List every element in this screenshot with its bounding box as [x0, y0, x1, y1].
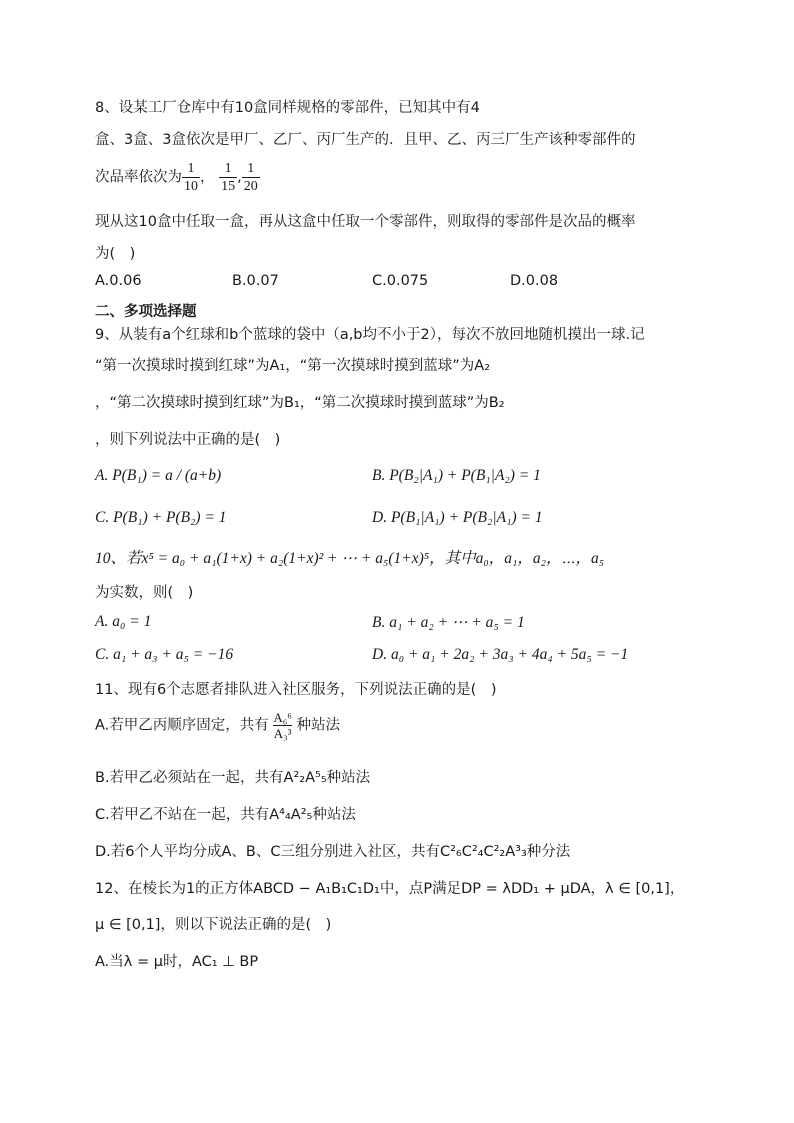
q8-frac-2: $\frac{1}{15}$ [221, 161, 236, 194]
q9-line4: ，则下列说法中正确的是( ) [95, 432, 281, 448]
q9-option-c: C. P(B₁) + P(B₂) = 1 [95, 509, 227, 526]
q10-line2: 为实数，则( ) [95, 585, 194, 601]
q10-line1: 10、若x⁵ = a₀ + a₁(1+x) + a₂(1+x)² + ⋯ + a₅(1+x)⁵，其中a₀，a₁，a₂，⋯，a₅ [95, 550, 605, 567]
q11-option-a [95, 710, 340, 741]
q11-option-b: B.若甲乙必须站在一起，共有A²₂A⁵₅种站法 [95, 770, 371, 786]
q9-option-b: B. P(B₂|A₁) + P(B₁|A₂) = 1 [372, 467, 541, 484]
q12-line1: 12、在棱长为1的正方体ABCD − A₁B₁C₁D₁中，点P满足DP = λDD₁ + μDA，λ ∈ [0,1]， [95, 881, 685, 897]
q9-line1: 9、从装有a个红球和b个蓝球的袋中（a,b均不小于2），每次不放回地随机摸出一球.记 [95, 327, 645, 343]
q9-option-d: D. P(B₁|A₁) + P(B₂|A₁) = 1 [372, 509, 543, 526]
q8-line2: 盒、3盒、3盒依次是甲厂、乙厂、丙厂生产的．且甲、乙、丙三厂生产该种零部件的 [95, 132, 636, 148]
q8-frac-3: $\frac{1}{20}$ [243, 161, 258, 194]
q10-option-c: C. a₁ + a₃ + a₅ = −16 [95, 646, 234, 663]
q8-option-c: C.0.075 [372, 273, 429, 289]
q11-option-c: C.若甲乙不站在一起，共有A⁴₄A²₅种站法 [95, 807, 356, 823]
q11-option-d: D.若6个人平均分成A、B、C三组分别进入社区，共有C²₆C²₄C²₂A³₃种分法 [95, 844, 571, 860]
q9-option-a: A. P(B₁) = a / (a+b) [95, 467, 222, 484]
q9-line3: ，“第二次摸球时摸到红球”为B₁，“第二次摸球时摸到蓝球”为B₂ [95, 395, 505, 411]
q8-line3: 次品率依次为 $\frac{1}{10}$ ， $\frac{1}{15}$ , $\frac{1}{20}$ [95, 161, 258, 194]
q10-option-b: B. a₁ + a₂ + ⋯ + a₅ = 1 [372, 614, 525, 631]
q11-line1: 11、现有6个志愿者排队进入社区服务，下列说法正确的是( ) [95, 682, 497, 698]
section-heading: 二、多项选择题 [95, 304, 197, 320]
q8-line5: 为( ) [95, 246, 136, 262]
q8-option-a: A.0.06 [95, 273, 142, 289]
q10-option-a: A. a₀ = 1 [95, 613, 152, 630]
q11-option-a-fraction: $\frac{\text{A₆⁶}}{\text{A₃³}}$ [273, 710, 292, 741]
q10-option-d: D. a₀ + a₁ + 2a₂ + 3a₃ + 4a₄ + 5a₅ = −1 [372, 646, 629, 663]
q8-line3-prefix: 次品率依次为 [95, 169, 182, 186]
q12-option-a: A.当λ = μ时，AC₁ ⊥ BP [95, 954, 259, 970]
q8-line1: 8、设某工厂仓库中有10盒同样规格的零部件，已知其中有4 [95, 100, 480, 116]
q11-option-a-prefix: A.若甲乙丙顺序固定，共有 [95, 717, 269, 734]
q12-line2: μ ∈ [0,1]，则以下说法正确的是( ) [95, 917, 332, 933]
q8-option-b: B.0.07 [232, 273, 279, 289]
q11-option-a-suffix: 种站法 [296, 717, 340, 734]
q9-line2: “第一次摸球时摸到红球”为A₁，“第一次摸球时摸到蓝球”为A₂ [95, 358, 491, 374]
q8-line4: 现从这10盒中任取一盒，再从这盒中任取一个零部件，则取得的零部件是次品的概率 [95, 214, 636, 230]
q8-frac-1: $\frac{1}{10}$ [184, 161, 198, 194]
q8-option-d: D.0.08 [510, 273, 559, 289]
